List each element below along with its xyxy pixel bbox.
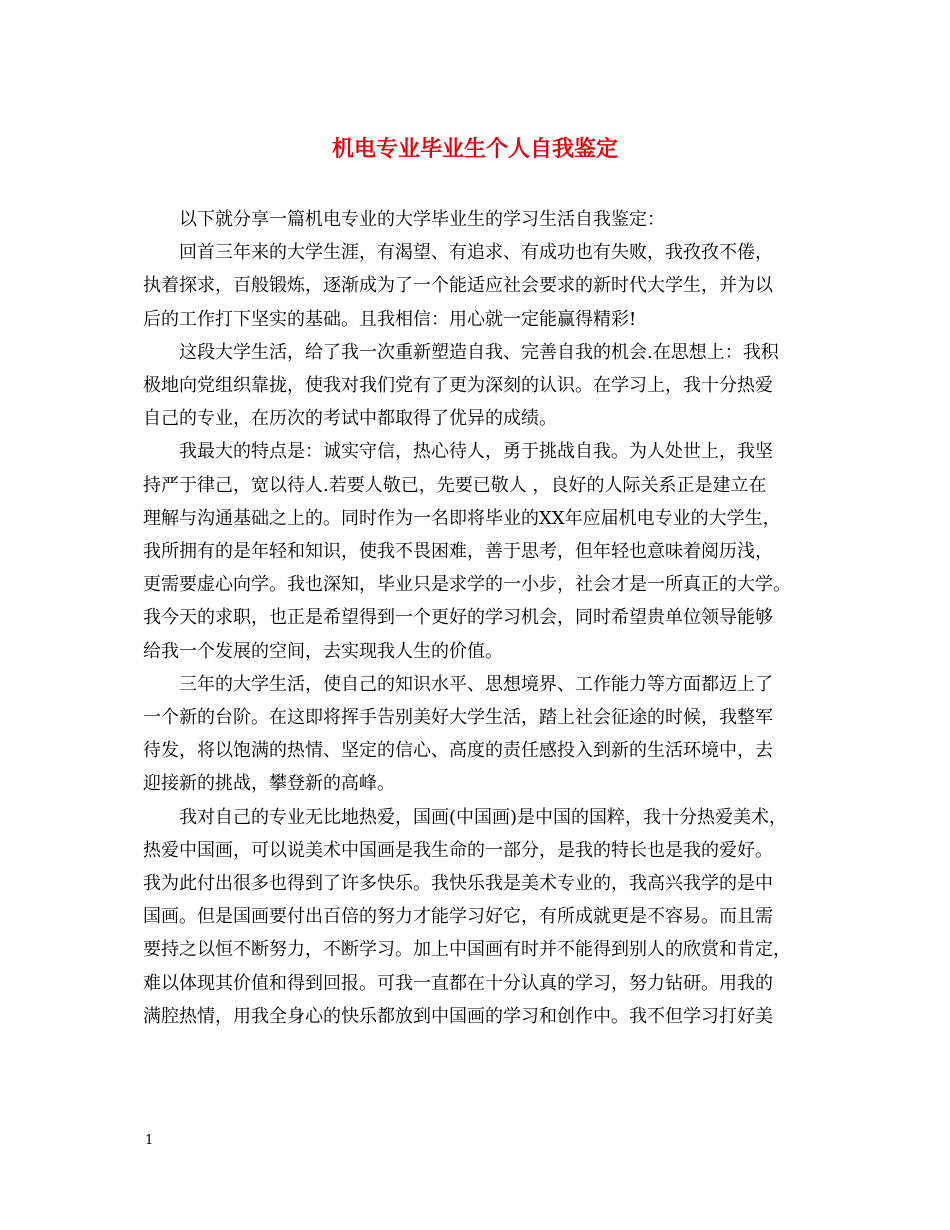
paragraph-line: 极地向党组织靠拢，使我对我们党有了更为深刻的认识。在学习上，我十分热爱 bbox=[143, 375, 773, 397]
paragraph bbox=[143, 801, 813, 1033]
paragraph-line: 回首三年来的大学生涯，有渴望、有追求、有成功也有失败，我孜孜不倦， bbox=[179, 242, 773, 264]
paragraph-line: 理解与沟通基础之上的。同时作为一名即将毕业的XX年应届机电专业的大学生， bbox=[143, 507, 781, 529]
paragraph-line: 要持之以恒不断努力，不断学习。加上中国画有时并不能得到别人的欣赏和肯定， bbox=[143, 939, 791, 961]
paragraph-line: 三年的大学生活，使自己的知识水平、思想境界、工作能力等方面都迈上了 bbox=[179, 673, 773, 695]
paragraph bbox=[143, 668, 813, 801]
paragraph bbox=[143, 435, 813, 667]
paragraph-line: 迎接新的挑战，攀登新的高峰。 bbox=[143, 773, 395, 795]
document-title: 机电专业毕业生个人自我鉴定 bbox=[331, 136, 618, 162]
paragraph-line: 执着探求，百般锻炼，逐渐成为了一个能适应社会要求的新时代大学生，并为以 bbox=[143, 275, 773, 297]
paragraph-line: 热爱中国画，可以说美术中国画是我生命的一部分，是我的特长也是我的爱好。 bbox=[143, 839, 773, 861]
paragraph-line: 持严于律己，宽以待人.若要人敬已，先要已敬人 ，良好的人际关系正是建立在 bbox=[143, 474, 767, 496]
paragraph-line: 待发，将以饱满的热情、坚定的信心、高度的责任感投入到新的生活环境中，去 bbox=[143, 740, 773, 762]
paragraph-line: 给我一个发展的空间，去实现我人生的价值。 bbox=[143, 640, 503, 662]
paragraph bbox=[143, 336, 813, 436]
paragraph-line: 这段大学生活，给了我一次重新塑造自我、完善自我的机会.在思想上：我积 bbox=[179, 341, 779, 363]
paragraph-line: 自己的专业，在历次的考试中都取得了优异的成绩。 bbox=[143, 408, 557, 430]
paragraph-line: 更需要虚心向学。我也深知，毕业只是求学的一小步，社会才是一所真正的大学。 bbox=[143, 574, 791, 596]
paragraph bbox=[143, 203, 813, 236]
page-number: 1 bbox=[145, 1133, 154, 1148]
paragraph-line: 难以体现其价值和得到回报。可我一直都在十分认真的学习，努力钻研。用我的 bbox=[143, 972, 773, 994]
paragraph-line: 我所拥有的是年轻和知识，使我不畏困难，善于思考，但年轻也意味着阅历浅， bbox=[143, 541, 773, 563]
paragraph-line: 以下就分享一篇机电专业的大学毕业生的学习生活自我鉴定： bbox=[179, 209, 665, 230]
paragraph-line: 后的工作打下坚实的基础。且我相信：用心就一定能赢得精彩! bbox=[143, 308, 637, 330]
paragraph-line: 满腔热情，用我全身心的快乐都放到中国画的学习和创作中。我不但学习打好美 bbox=[143, 1005, 773, 1027]
document-body bbox=[143, 203, 813, 1033]
paragraph bbox=[143, 236, 813, 336]
paragraph-line: 一个新的台阶。在这即将挥手告别美好大学生活，踏上社会征途的时候，我整军 bbox=[143, 707, 773, 729]
paragraph-line: 我今天的求职，也正是希望得到一个更好的学习机会，同时希望贵单位领导能够 bbox=[143, 607, 773, 629]
paragraph-line: 国画。但是国画要付出百倍的努力才能学习好它，有所成就更是不容易。而且需 bbox=[143, 906, 773, 928]
paragraph-line: 我最大的特点是：诚实守信，热心待人，勇于挑战自我。为人处世上，我坚 bbox=[179, 441, 773, 463]
paragraph-line: 我为此付出很多也得到了许多快乐。我快乐我是美术专业的，我高兴我学的是中 bbox=[143, 873, 773, 895]
paragraph-line: 我对自己的专业无比地热爱，国画(中国画)是中国的国粹，我十分热爱美术， bbox=[179, 806, 788, 828]
